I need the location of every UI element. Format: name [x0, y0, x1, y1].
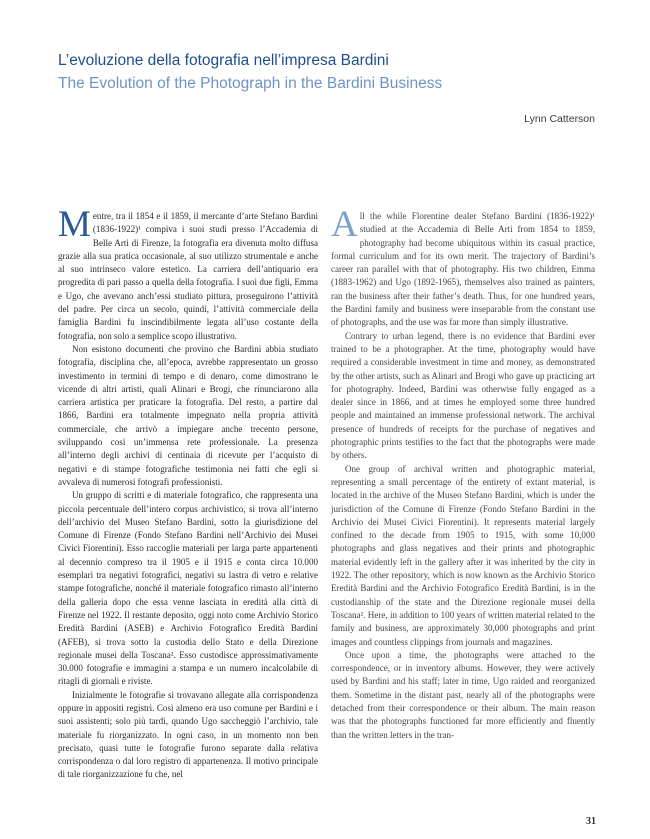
english-paragraph-4: Once upon a time, the photographs were attached to the correspondence, or in inventory albums. However, they were actively used by Bardini and his staff; later in time, Ugo raided and reorganized them. Sometime in the distant past, nearly all of the photographs were detached from their correspondence or their album. The main reason was that the photographs functioned far more efficiently and fluently than the written letters in the tran-: [331, 649, 595, 740]
italian-paragraph-3: Un gruppo di scritti e di materiale fotografico, che rappresenta una piccola percentuale dell’intero corpus archivistico, si trova all’interno dell’archivio del Museo Stefano Bardini, sotto la giurisdizione del Comune di Firenze (Fondo Stefano Bardini nell’Archivio dei Musei Civici Fiorentini). Esso raccoglie materiali per larga parte appartenenti al decennio compreso tra il 1905 e il 1915 e conta circa 10.000 esemplari tra negativi fotografici, negativi su lastra di vetro e relative stampe fotografiche, nonché il materiale fotografico rimasto all’interno della galleria dopo che essa venne lasciata in eredità alla città di Firenze nel 1922. Il restante deposito, oggi noto come Archivio Storico Eredità Bardini (ASEB) e Archivio Fotografico Eredità Bardini (AFEB), si trova sotto la custodia dello Stato e della Direzione regionale musei della Toscana². Esso custodisce approssimativamente 30.000 fotografie e immagini a stampa e un numero incalcolabile di ritagli di giornali e riviste.: [58, 490, 318, 687]
italian-paragraph-1: [58, 204, 318, 343]
english-paragraph-1-text: ll the while Florentine dealer Stefano Bardini (1836-1922)¹ studied at the Accademia di Belle Arti from 1854 to 1859, photography had become ubiquitous within its casual practice, formal curriculum and for its own merit. The trajectory of Bardini’s career ran parallel with that of photography. His two children, Emma (1883-1962) and Ugo (1892-1965), themselves also trained as painters, ran the business after their father’s death. Thus, for one hundred years, the Bardini family and business were inseparable from the constant use of photographs, and the use was far more than simply illustrative.: [331, 211, 595, 328]
page-number: 31: [586, 816, 596, 827]
english-paragraph-1: [331, 204, 595, 330]
italian-paragraph-1-text: entre, tra il 1854 e il 1859, il mercante d’arte Stefano Bardini (1836-1922)¹ compiva i suoi studi presso l’Accademia di Belle Arti di Firenze, la fotografia era divenuta molto diffusa grazie alla sua pratica occasionale, al suo utilizzo strumentale e anche al suo intrinseco valore estetico. La carriera dell’antiquario era progredita di pari passo a quella della fotografia. I suoi due figli, Emma e Ugo, che avevano anch’essi studiato pittura, proseguirono l’attività del padre. Per circa un secolo, quindi, l’attività commerciale della famiglia Bardini fu inscindibilmente legata all’uso costante della fotografia, non solo a semplice scopo illustrativo.: [58, 211, 318, 341]
italian-paragraph-2: Non esistono documenti che provino che Bardini abbia studiato fotografia, disciplina che, all’epoca, avrebbe rappresentato un grosso investimento in termini di tempo e di denaro, come dimostrano le vicende di altri artisti, quali Alinari e Brogi, che rinunciarono alla carriera artistica per praticare la fotografia. Del resto, a partire dal 1866, Bardini era totalmente impegnato nella propria attività commerciale, che arrivò a impiegare anche trecento persone, sviluppando così un’immensa rete professionale. La presenza all’interno degli archivi di centinaia di ricevute per l’acquisto di negativi e di stampe fotografiche testimonia nei fatti che egli si avvaleva di numerosi fotografi professionisti.: [58, 343, 318, 487]
english-paragraph-3: One group of archival written and photographic material, representing a small percentage of the entirety of extant material, is located in the archive of the Museo Stefano Bardini, which is under the jurisdiction of the Comune di Firenze (Fondo Stefano Bardini in the Archivio dei Musei Civici Fiorentini). It represents material largely confined to the decade from 1905 to 1915, with some 10,000 photographs and glass negatives and their prints and photographic material evidently left in the gallery after it was inherited by the city in 1922. The other repository, which is now known as the Archivio Storico Eredità Bardini and the Archivio Fotografico Eredità Bardini, is in the custodianship of the state and the Direzione regionale musei della Toscana². Here, in addition to 100 years of written material related to the family and business, are approximately 30,000 photographs and print images and countless clippings from journals and magazines.: [331, 463, 595, 647]
italian-title: L’evoluzione della fotografia nell’impresa Bardini: [58, 52, 389, 69]
author-name: Lynn Catterson: [524, 113, 595, 125]
italian-dropcap: M: [58, 204, 91, 245]
english-dropcap: A: [331, 204, 358, 245]
english-text-column: [331, 204, 595, 742]
english-title: The Evolution of the Photograph in the Bardini Business: [58, 75, 443, 92]
english-paragraph-2: Contrary to urban legend, there is no evidence that Bardini ever trained to be a photographer. At the time, photography would have required a considerable investment in time and money, as demonstrated by the other artists, such as Alinari and Brogi who gave up practicing art for photography. Indeed, Bardini was otherwise fully engaged as a dealer since in 1866, and at times he employed some three hundred people and maintained an immense professional network. The archival presence of hundreds of receipts for the purchase of negatives and photographic prints testifies to the fact that the photographs were made by others.: [331, 330, 595, 461]
italian-paragraph-4: Inizialmente le fotografie si trovavano allegate alla corrispondenza oppure in appositi registri. Così almeno era uso comune per Bardini e i suoi assistenti; solo più tardi, quando Ugo saccheggiò l’archivio, tale materiale fu riorganizzato. In ogni caso, in un momento non ben precisato, quasi tutte le fotografie furono separate dalla relativa corrispondenza o dal loro registro di appartenenza. Il motivo principale di tale riorganizzazione fu che, nel: [58, 689, 318, 780]
italian-text-column: [58, 204, 318, 782]
